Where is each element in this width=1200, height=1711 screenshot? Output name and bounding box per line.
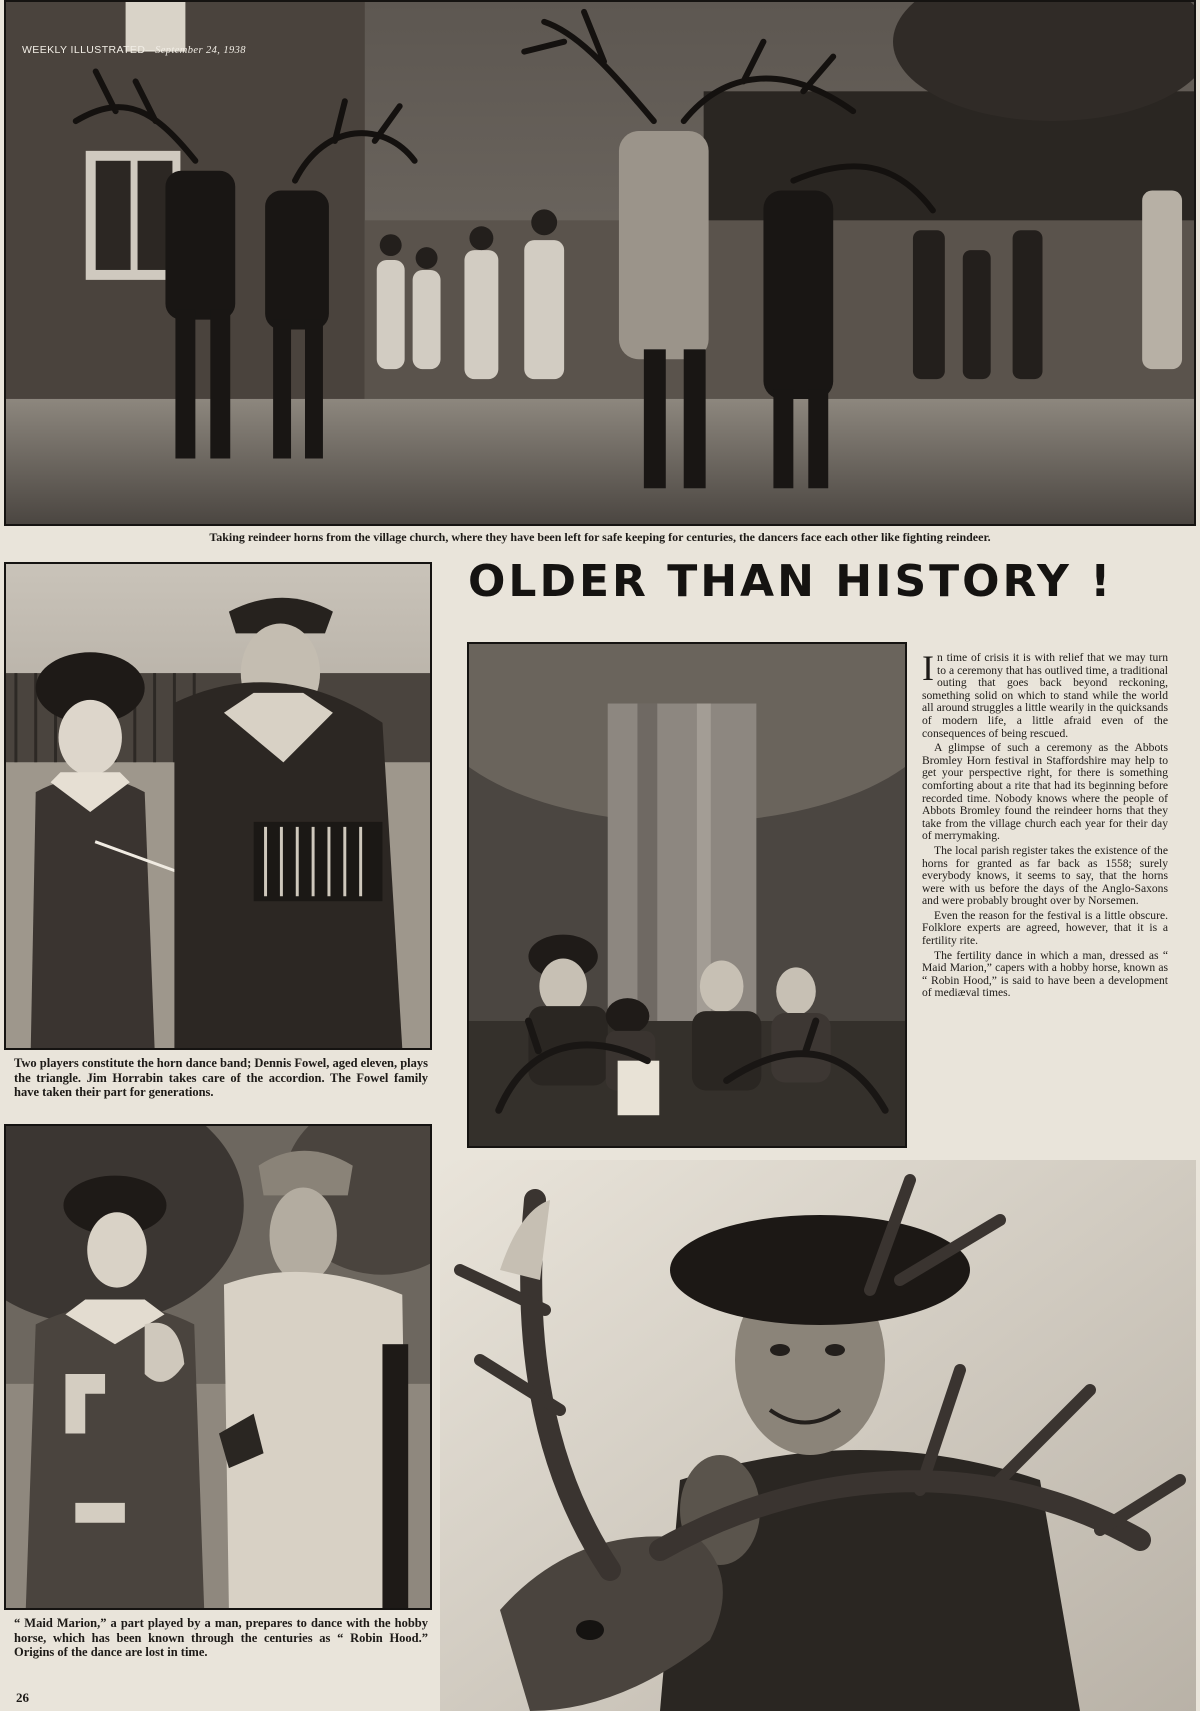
masthead [22,44,246,56]
article-paragraph: A glimpse of such a ceremony as the Abbots Bromley Horn festival in Staffordshire may help to get your perspective right, for there is something comforting about a rite that had its beginning before recorded time. Nobody knows where the people of Abbots Bromley found the reindeer horns that they take from the village church each year for their day of merrymaking. [922,741,1168,843]
article-paragraph: The fertility dance in which a man, dressed as “ Maid Marion,” capers with a hobby horse, known as “ Robin Hood,” is said to have been a development of mediæval times. [922,948,1168,1000]
caption-maid-marion-photo: “ Maid Marion,” a part played by a man, prepares to dance with the hobby horse, which has been known through the centuries as “ Robin Hood.” Origins of the dance are lost in time. [14,1616,428,1659]
article-paragraph: In time of crisis it is with relief that we may turn to a ceremony that has outlived time, a traditional outing that goes back beyond reckoning, something solid on which to stand while the world all around struggles a little wearily in the quicksands of modern life, a little afraid even of the consequences of being rescued. [922,648,1168,740]
photo-greenwood-tree-rest [467,642,907,1148]
publication-name: WEEKLY ILLUSTRATED [22,44,146,56]
photo-horn-dance-band [4,562,432,1050]
caption-band-photo: Two players constitute the horn dance band; Dennis Fowel, aged eleven, plays the triangle. Jim Horrabin takes care of the accordion. The Fowel family have taken their part for generations. [14,1056,429,1099]
caption-top-photo: Taking reindeer horns from the village church, where they have been left for safe keeping for centuries, the dancers face each other like fighting reindeer. [209,530,991,544]
article-paragraph: Even the reason for the festival is a little obscure. Folklore experts are agreed, however, that it is a fertility rite. [922,908,1168,948]
photo-dancer-with-antlers [440,1160,1196,1711]
issue-date: —September 24, 1938 [145,45,246,56]
photo-maid-marion-hobby-horse [4,1124,432,1610]
page-number: 26 [16,1690,29,1705]
headline: OLDER THAN HISTORY ! [468,556,1114,607]
article-paragraph: The local parish register takes the existence of the horns for granted as far back as 1558; surely everybody knows, it seems to say, that the horns were with us before the days of the Anglo-Saxons and were probably brought over by Norsemen. [922,843,1168,908]
photo-reindeer-dancers-street [4,0,1196,526]
article-body [922,648,1168,1002]
